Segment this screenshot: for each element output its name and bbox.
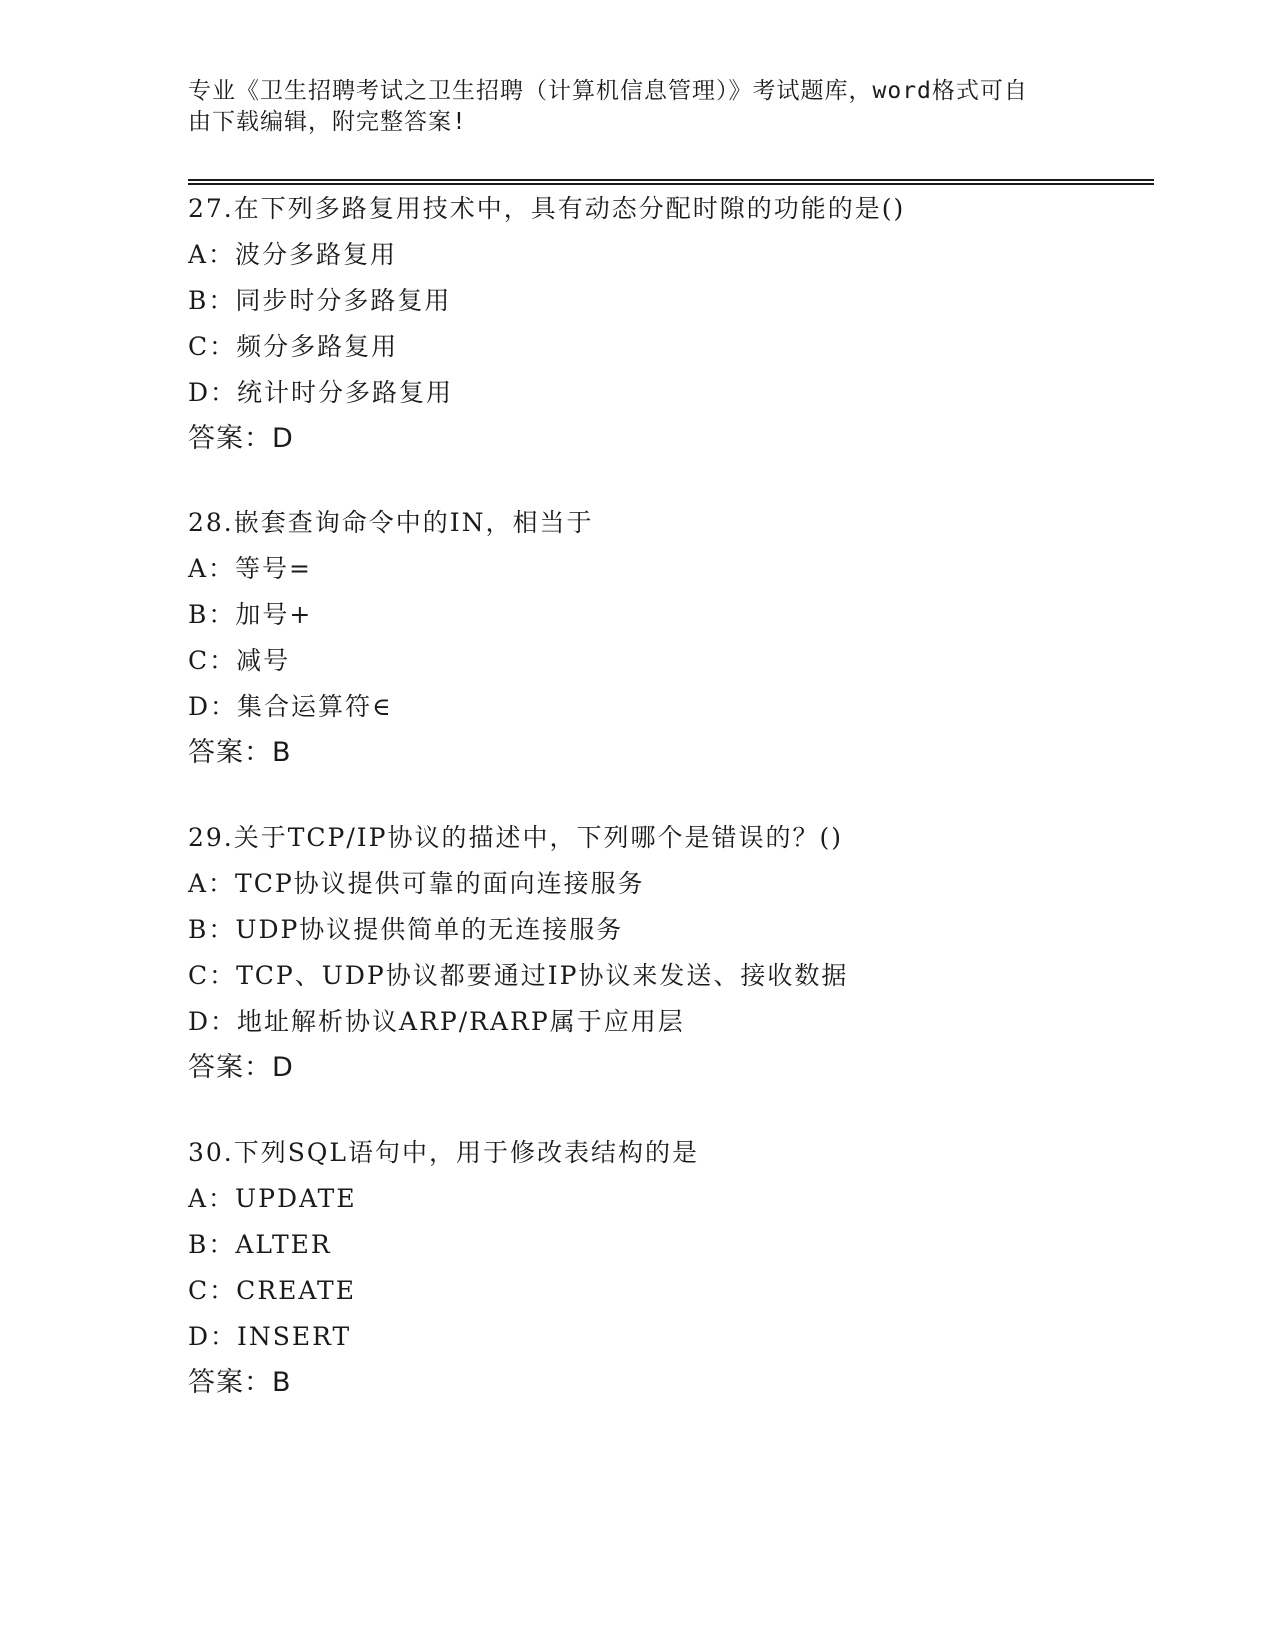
answer-line: 答案：D (188, 1052, 294, 1083)
option-a: A：UPDATE (188, 1184, 357, 1213)
option-c: C：减号 (188, 646, 291, 675)
option-a: A：波分多路复用 (188, 240, 398, 269)
question-block-30 (188, 1130, 1148, 1406)
option-b: B：ALTER (188, 1230, 332, 1259)
document-header (188, 76, 1088, 138)
header-divider-top (188, 179, 1154, 181)
header-line-1: 专业《卫生招聘考试之卫生招聘（计算机信息管理）》考试题库，word格式可自 (188, 78, 1028, 104)
question-block-28 (188, 500, 1148, 776)
option-c: C：TCP、UDP协议都要通过IP协议来发送、接收数据 (188, 961, 849, 990)
option-d: D：INSERT (188, 1322, 352, 1351)
option-b: B：同步时分多路复用 (188, 286, 452, 315)
answer-line: 答案：B (188, 737, 292, 768)
option-d: D：地址解析协议ARP/RARP属于应用层 (188, 1007, 685, 1036)
option-a: A：等号= (188, 554, 313, 583)
option-a: A：TCP协议提供可靠的面向连接服务 (188, 869, 645, 898)
option-b: B：UDP协议提供简单的无连接服务 (188, 915, 624, 944)
question-block-27 (188, 186, 1148, 462)
answer-line: 答案：D (188, 423, 294, 454)
header-divider-bottom (188, 183, 1154, 185)
option-d: D：集合运算符∈ (188, 692, 393, 721)
header-line-2: 由下载编辑，附完整答案! (188, 109, 467, 135)
question-block-29 (188, 815, 1148, 1091)
option-c: C：CREATE (188, 1276, 356, 1305)
option-c: C：频分多路复用 (188, 332, 399, 361)
answer-line: 答案：B (188, 1367, 292, 1398)
question-stem: 30.下列SQL语句中，用于修改表结构的是 (188, 1138, 699, 1167)
question-stem: 27.在下列多路复用技术中，具有动态分配时隙的功能的是() (188, 194, 906, 223)
option-d: D：统计时分多路复用 (188, 378, 454, 407)
option-b: B：加号+ (188, 600, 313, 629)
question-stem: 28.嵌套查询命令中的IN，相当于 (188, 508, 594, 537)
question-stem: 29.关于TCP/IP协议的描述中，下列哪个是错误的？() (188, 823, 844, 852)
